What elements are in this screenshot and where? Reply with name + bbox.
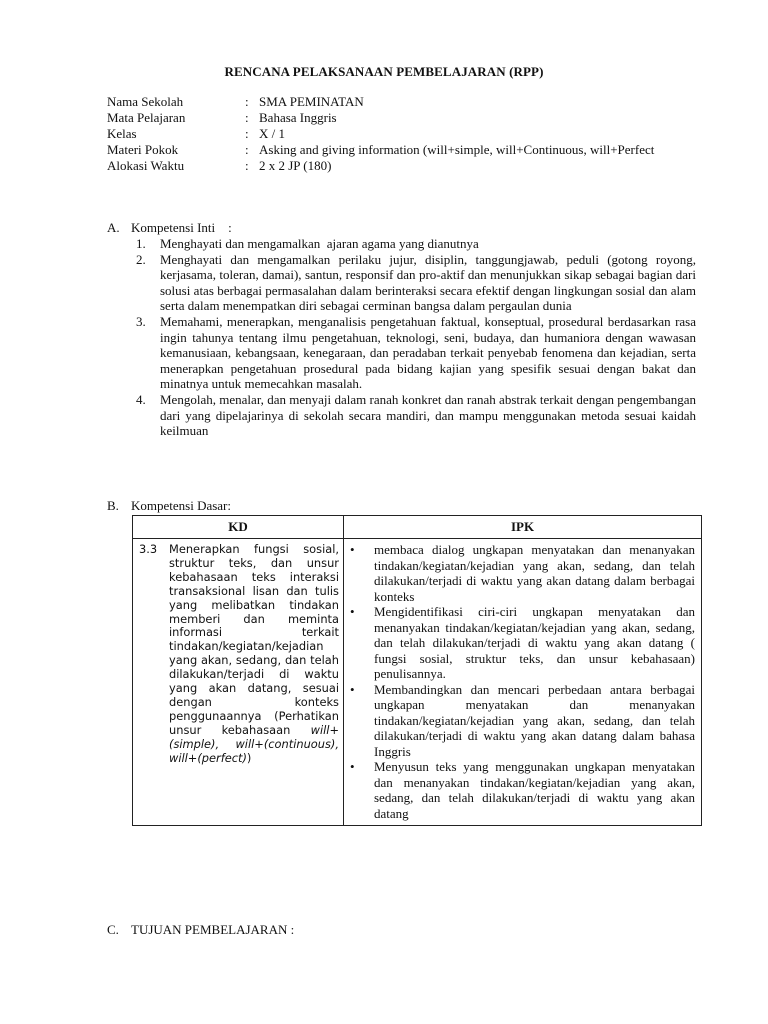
info-value: Asking and giving information (will+simple, will+Continuous, will+Perfect bbox=[259, 142, 655, 157]
info-row-subject bbox=[107, 110, 697, 126]
list-item bbox=[136, 392, 696, 439]
list-number: 3. bbox=[136, 313, 146, 329]
kd-text: Menerapkan fungsi sosial, struktur teks, dan unsur kebahasaan teks interaksi transaksional lisan dan tulis yang melibatkan tindakan memberi dan meminta informasi terkait tindakan/kegiatan/kejadian yang akan, sedang, dan telah dilakukan/terjadi di waktu yang akan datang, sesuai dengan konteks penggunaannya (Perhatikan unsur kebahasaan bbox=[169, 542, 339, 737]
list-text: Menghayati dan mengamalkan ajaran agama yang dianutnya bbox=[160, 236, 479, 251]
kd-close: ) bbox=[246, 750, 252, 765]
kompetensi-inti-list bbox=[136, 236, 696, 439]
section-b-heading bbox=[107, 498, 231, 514]
list-text: Memahami, menerapkan, menganalisis pengetahuan faktual, konseptual, prosedural berdasarkan rasa ingin tahunya tentang ilmu pengetahuan, teknologi, seni, budaya, dan humaniora dengan wawasan kemanusiaan, kebangsaan, kenegaraan, dan peradaban terkait penyebab fenomena dan kejadian, serta menerapkan pengetahuan prosedural pada bidang kajian yang spesifik sesuai dengan bakat dan minatnya untuk memecahkan masalah. bbox=[160, 313, 696, 392]
bullet-icon: • bbox=[350, 681, 355, 697]
section-a-heading bbox=[107, 220, 232, 236]
info-row-material bbox=[107, 142, 697, 158]
kd-description bbox=[169, 543, 339, 766]
info-label: Materi Pokok bbox=[107, 142, 179, 157]
info-row-time bbox=[107, 158, 697, 174]
section-letter: A. bbox=[107, 220, 120, 235]
kd-italic-text: will+(simple), will+(continuous), will+(perfect) bbox=[169, 722, 340, 765]
column-header-kd: KD bbox=[133, 516, 344, 539]
identity-block bbox=[107, 94, 697, 174]
list-item bbox=[348, 759, 695, 821]
kompetensi-dasar-table bbox=[132, 515, 702, 826]
info-value: SMA PEMINATAN bbox=[259, 94, 364, 109]
table-row bbox=[133, 539, 702, 826]
section-c-heading bbox=[107, 922, 294, 938]
list-item bbox=[136, 236, 696, 252]
list-item bbox=[136, 314, 696, 392]
ipk-list bbox=[344, 539, 701, 825]
column-header-ipk: IPK bbox=[344, 516, 702, 539]
list-number: 2. bbox=[136, 251, 146, 267]
kd-content bbox=[133, 539, 343, 768]
bullet-icon: • bbox=[350, 604, 355, 619]
list-item bbox=[348, 542, 695, 604]
section-title: TUJUAN PEMBELAJARAN : bbox=[131, 922, 295, 937]
info-label: Nama Sekolah bbox=[107, 94, 184, 109]
section-letter: C. bbox=[107, 922, 119, 937]
section-title: Kompetensi Inti : bbox=[131, 220, 232, 235]
list-number: 1. bbox=[136, 236, 146, 251]
info-label: Kelas bbox=[107, 126, 137, 141]
info-colon: : bbox=[245, 126, 249, 141]
info-value: 2 x 2 JP (180) bbox=[259, 158, 332, 173]
info-colon: : bbox=[245, 110, 249, 125]
ipk-text: Menyusun teks yang menggunakan ungkapan menyatakan dan menanyakan tindakan/kegiatan/kejadian yang akan, sedang, dan telah dilakukan/terjadi di waktu yang akan datang bbox=[374, 759, 695, 821]
info-colon: : bbox=[245, 158, 249, 173]
ipk-cell bbox=[344, 539, 702, 826]
list-number: 4. bbox=[136, 391, 146, 407]
ipk-text: Membandingkan dan mencari perbedaan antara berbagai ungkapan menyatakan dan menanyakan tindakan/kegiatan/kejadian yang akan, sedang, dan telah dilakukan/terjadi di waktu yang akan datang dalam bahasa Inggris bbox=[374, 681, 695, 759]
document-title: RENCANA PELAKSANAAN PEMBELAJARAN (RPP) bbox=[224, 64, 544, 79]
info-label: Alokasi Waktu bbox=[107, 158, 185, 173]
info-value: Bahasa Inggris bbox=[259, 110, 337, 125]
info-colon: : bbox=[245, 94, 249, 109]
ipk-text: Mengidentifikasi ciri-ciri ungkapan menyatakan dan menanyakan tindakan/kegiatan/kejadian yang akan, sedang, dan telah dilakukan/terjadi di waktu yang akan datang ( fungsi sosial, struktur teks, dan unsur kebahasaan) penulisannya. bbox=[374, 604, 695, 681]
kd-cell bbox=[133, 539, 344, 826]
info-label: Mata Pelajaran bbox=[107, 110, 186, 125]
info-row-school bbox=[107, 94, 697, 110]
info-row-class bbox=[107, 126, 697, 142]
table-header-row bbox=[133, 516, 702, 539]
list-item bbox=[348, 604, 695, 682]
ipk-text: membaca dialog ungkapan menyatakan dan menanyakan tindakan/kegiatan/kejadian yang akan, sedang, dan telah dilakukan/terjadi di waktu yang akan datang dalam berbagai konteks bbox=[374, 542, 695, 604]
bullet-icon: • bbox=[350, 759, 355, 774]
list-text: Mengolah, menalar, dan menyaji dalam ranah konkret dan ranah abstrak terkait dengan pengembangan dari yang dipelajarinya di sekolah secara mandiri, dan mampu menggunakan metoda sesuai kaidah keilmuan bbox=[160, 391, 696, 439]
bullet-icon: • bbox=[350, 542, 355, 557]
list-item bbox=[136, 252, 696, 314]
section-title: Kompetensi Dasar: bbox=[131, 498, 232, 513]
info-value: X / 1 bbox=[259, 126, 285, 141]
info-colon: : bbox=[245, 142, 249, 157]
list-item bbox=[348, 682, 695, 760]
kd-number: 3.3 bbox=[139, 542, 158, 556]
list-text: Menghayati dan mengamalkan perilaku jujur, disiplin, tanggungjawab, peduli (gotong royong, kerjasama, toleran, damai), santun, responsif dan pro-aktif dan menunjukkan sikap sebagai bagian dari solusi atas berbagai permasalahan dalam berinteraksi secara efektif dengan lingkungan sosial dan alam serta dalam menempatkan diri sebagai cerminan bangsa dalam pergaulan dunia bbox=[160, 251, 696, 314]
section-letter: B. bbox=[107, 498, 119, 513]
